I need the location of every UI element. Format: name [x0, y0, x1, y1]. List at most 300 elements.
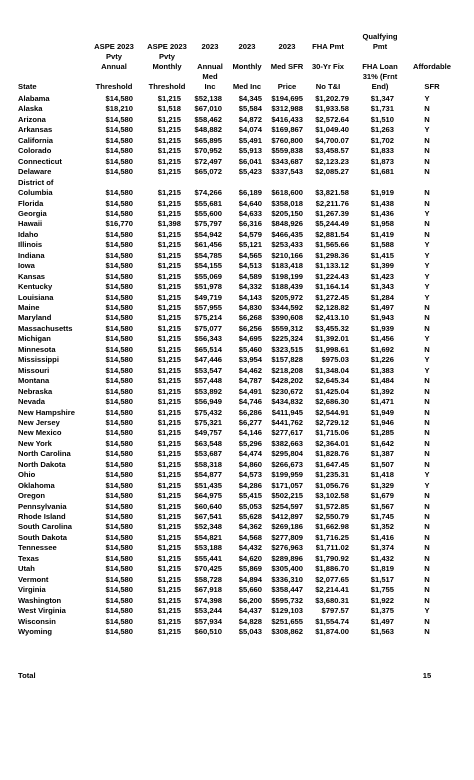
cell-monthly-inc: $6,268 [238, 313, 262, 323]
cell-qual-pmt: $1,352 [370, 522, 394, 532]
table-row [0, 595, 474, 606]
cell-fha-pmt: $2,211.76 [315, 198, 349, 208]
table-row [0, 198, 474, 209]
cell-aspe-monthly: $1,215 [157, 553, 181, 563]
cell-annual-inc: $52,138 [194, 94, 222, 103]
cell-aspe-monthly: $1,215 [157, 292, 181, 302]
cell-med-sfr: $336,310 [271, 574, 303, 584]
table-row [0, 365, 474, 376]
cell-annual-inc: $70,952 [194, 146, 222, 156]
cell-med-sfr: $295,804 [271, 449, 303, 459]
state-name: Utah [18, 564, 35, 574]
cell-aspe-annual: $14,580 [105, 271, 133, 281]
cell-med-sfr: $210,166 [271, 250, 303, 260]
cell-fha-pmt: $1,933.58 [315, 104, 349, 114]
cell-monthly-inc: $5,491 [238, 135, 262, 145]
table-row [0, 124, 474, 135]
table-row [0, 281, 474, 292]
cell-monthly-inc: $5,423 [238, 167, 262, 177]
table-row [0, 490, 474, 501]
state-name: North Carolina [18, 449, 71, 459]
cell-qual-pmt: $1,263 [370, 125, 394, 135]
cell-med-sfr: $559,312 [271, 323, 303, 333]
header-annual-med-inc: 2023 Annual Med Inc [197, 42, 223, 91]
cell-monthly-inc: $4,633 [238, 208, 262, 218]
state-name: Oklahoma [18, 480, 55, 490]
cell-monthly-inc: $6,189 [238, 188, 262, 198]
cell-annual-inc: $55,600 [194, 208, 222, 218]
cell-qual-pmt: $1,497 [370, 616, 394, 626]
cell-fha-pmt: $1,267.39 [315, 208, 349, 218]
cell-qual-pmt: $1,438 [370, 198, 394, 208]
cell-qual-pmt: $1,819 [370, 564, 394, 574]
cell-aspe-monthly: $1,215 [157, 532, 181, 542]
cell-aspe-monthly: $1,215 [157, 397, 181, 407]
cell-fha-pmt: $2,645.34 [315, 376, 349, 386]
cell-affordable-sfr: Y [424, 470, 430, 480]
cell-fha-pmt: $1,716.25 [315, 532, 349, 542]
cell-annual-inc: $75,797 [194, 219, 222, 229]
cell-qual-pmt: $1,943 [370, 313, 394, 323]
cell-fha-pmt: $2,077.65 [315, 574, 349, 584]
cell-annual-inc: $58,318 [194, 459, 222, 469]
cell-qual-pmt: $1,418 [370, 470, 394, 480]
cell-monthly-inc: $4,640 [238, 198, 262, 208]
cell-monthly-inc: $5,121 [238, 240, 262, 250]
cell-aspe-annual: $14,580 [105, 156, 133, 166]
cell-qual-pmt: $1,484 [370, 376, 394, 386]
cell-aspe-annual: $14,580 [105, 480, 133, 490]
cell-aspe-monthly: $1,215 [157, 323, 181, 333]
cell-monthly-inc: $4,362 [238, 522, 262, 532]
cell-qual-pmt: $1,392 [370, 386, 394, 396]
cell-affordable-sfr: N [424, 595, 430, 605]
cell-med-sfr: $254,597 [271, 501, 303, 511]
state-name: Rhode Island [18, 512, 66, 521]
cell-aspe-annual: $14,580 [105, 94, 133, 103]
cell-fha-pmt: $1,790.92 [315, 553, 349, 563]
cell-annual-inc: $63,548 [194, 438, 222, 448]
cell-annual-inc: $55,681 [194, 198, 222, 208]
cell-aspe-annual: $14,580 [105, 250, 133, 260]
cell-monthly-inc: $3,954 [238, 355, 262, 365]
cell-med-sfr: $502,215 [271, 491, 303, 501]
cell-aspe-monthly: $1,215 [157, 470, 181, 480]
cell-affordable-sfr: Y [424, 334, 430, 344]
cell-aspe-annual: $14,580 [105, 407, 133, 417]
cell-qual-pmt: $1,919 [370, 188, 394, 198]
cell-med-sfr: $277,617 [271, 428, 303, 438]
cell-monthly-inc: $5,415 [238, 491, 262, 501]
cell-monthly-inc: $4,860 [238, 459, 262, 469]
state-name: South Carolina [18, 522, 73, 532]
cell-aspe-annual: $14,580 [105, 323, 133, 333]
cell-affordable-sfr: N [424, 313, 430, 323]
cell-med-sfr: $289,896 [271, 553, 303, 563]
header-med-sfr-price: 2023 Med SFR Price [270, 42, 304, 91]
cell-aspe-annual: $14,580 [105, 616, 133, 626]
cell-annual-inc: $58,462 [194, 114, 222, 124]
cell-med-sfr: $276,963 [271, 543, 303, 553]
cell-med-sfr: $618,600 [271, 188, 303, 198]
cell-annual-inc: $57,934 [194, 616, 222, 626]
cell-aspe-annual: $14,580 [105, 553, 133, 563]
cell-annual-inc: $52,348 [194, 522, 222, 532]
cell-aspe-monthly: $1,215 [157, 522, 181, 532]
cell-qual-pmt: $1,946 [370, 417, 394, 427]
cell-qual-pmt: $1,423 [370, 271, 394, 281]
cell-aspe-annual: $14,580 [105, 125, 133, 135]
cell-aspe-monthly: $1,215 [157, 365, 181, 375]
cell-fha-pmt: $1,164.14 [315, 282, 349, 292]
state-name: Wisconsin [18, 616, 56, 626]
cell-annual-inc: $60,640 [194, 501, 222, 511]
cell-qual-pmt: $1,432 [370, 553, 394, 563]
cell-med-sfr: $390,608 [271, 313, 303, 323]
cell-fha-pmt: $2,729.12 [315, 417, 349, 427]
cell-aspe-annual: $14,580 [105, 491, 133, 501]
header-aspe-annual: ASPE 2023 Pvty Annual Threshold [94, 42, 134, 91]
cell-fha-pmt: $1,715.06 [315, 428, 349, 438]
cell-aspe-monthly: $1,398 [157, 219, 181, 229]
table-row [0, 323, 474, 334]
cell-monthly-inc: $4,620 [238, 553, 262, 563]
cell-med-sfr: $466,435 [271, 229, 303, 239]
cell-fha-pmt: $3,458.57 [315, 146, 349, 156]
cell-monthly-inc: $4,787 [238, 376, 262, 386]
state-name: Alabama [18, 94, 50, 103]
cell-monthly-inc: $4,437 [238, 606, 262, 616]
table-row [0, 344, 474, 355]
cell-affordable-sfr: N [424, 198, 430, 208]
cell-affordable-sfr: N [424, 167, 430, 177]
cell-aspe-monthly: $1,215 [157, 428, 181, 438]
state-name: Tennessee [18, 543, 57, 553]
table-row [0, 438, 474, 449]
cell-qual-pmt: $1,471 [370, 397, 394, 407]
cell-aspe-annual: $14,580 [105, 512, 133, 521]
table-row [0, 103, 474, 114]
state-name: New York [18, 438, 52, 448]
table-row [0, 354, 474, 365]
cell-monthly-inc: $4,746 [238, 397, 262, 407]
cell-aspe-annual: $14,580 [105, 626, 133, 636]
state-name: Minnesota [18, 344, 56, 354]
cell-affordable-sfr: N [424, 501, 430, 511]
table-row [0, 459, 474, 470]
state-name: Alaska [18, 104, 43, 114]
cell-fha-pmt: $797.57 [321, 606, 349, 616]
cell-annual-inc: $75,214 [194, 313, 222, 323]
cell-aspe-annual: $14,580 [105, 376, 133, 386]
cell-qual-pmt: $1,958 [370, 219, 394, 229]
cell-aspe-monthly: $1,215 [157, 595, 181, 605]
state-name: Iowa [18, 261, 35, 271]
cell-aspe-annual: $14,580 [105, 292, 133, 302]
cell-qual-pmt: $1,679 [370, 491, 394, 501]
state-name: Ohio [18, 470, 36, 480]
table-row [0, 511, 474, 522]
cell-affordable-sfr: N [424, 522, 430, 532]
cell-aspe-monthly: $1,215 [157, 491, 181, 501]
cell-qual-pmt: $1,755 [370, 585, 394, 595]
cell-fha-pmt: $2,544.91 [315, 407, 349, 417]
table-row [0, 480, 474, 491]
table-row [0, 156, 474, 167]
cell-aspe-monthly: $1,215 [157, 94, 181, 103]
cell-monthly-inc: $4,332 [238, 282, 262, 292]
cell-aspe-monthly: $1,215 [157, 198, 181, 208]
cell-monthly-inc: $4,565 [238, 250, 262, 260]
cell-annual-inc: $74,266 [194, 188, 222, 198]
cell-med-sfr: $382,663 [271, 438, 303, 448]
cell-affordable-sfr: N [424, 626, 430, 636]
table-row [0, 616, 474, 627]
cell-qual-pmt: $1,681 [370, 167, 394, 177]
cell-monthly-inc: $4,513 [238, 261, 262, 271]
table-row [0, 229, 474, 240]
table-row [0, 427, 474, 438]
cell-fha-pmt: $1,392.01 [315, 334, 349, 344]
cell-monthly-inc: $4,872 [238, 114, 262, 124]
cell-annual-inc: $55,069 [194, 271, 222, 281]
state-name: Massachusetts [18, 323, 73, 333]
cell-affordable-sfr: Y [424, 292, 430, 302]
state-name: Colorado [18, 146, 52, 156]
state-name: Kentucky [18, 282, 53, 292]
cell-fha-pmt: $2,550.79 [315, 512, 349, 521]
cell-fha-pmt: $4,700.07 [315, 135, 349, 145]
cell-aspe-annual: $14,580 [105, 344, 133, 354]
cell-annual-inc: $57,955 [194, 303, 222, 312]
cell-aspe-monthly: $1,215 [157, 208, 181, 218]
state-name: California [18, 135, 54, 145]
cell-aspe-annual: $14,580 [105, 428, 133, 438]
cell-aspe-monthly: $1,215 [157, 449, 181, 459]
header-aspe-monthly: ASPE 2023 Pvty Monthly Threshold [147, 42, 187, 91]
state-name: Delaware [18, 167, 52, 177]
cell-fha-pmt: $1,202.79 [315, 94, 349, 103]
cell-annual-inc: $75,077 [194, 323, 222, 333]
cell-fha-pmt: $2,214.41 [315, 585, 349, 595]
cell-affordable-sfr: N [424, 219, 430, 229]
cell-affordable-sfr: Y [424, 271, 430, 281]
table-row [0, 135, 474, 146]
cell-aspe-monthly: $1,215 [157, 480, 181, 490]
cell-fha-pmt: $1,056.76 [315, 480, 349, 490]
cell-annual-inc: $49,719 [194, 292, 222, 302]
cell-qual-pmt: $1,415 [370, 250, 394, 260]
cell-monthly-inc: $4,432 [238, 543, 262, 553]
cell-affordable-sfr: Y [424, 250, 430, 260]
cell-fha-pmt: $1,425.04 [315, 386, 349, 396]
cell-med-sfr: $225,324 [271, 334, 303, 344]
cell-aspe-annual: $14,580 [105, 574, 133, 584]
state-name: Virginia [18, 585, 46, 595]
state-name: Georgia [18, 208, 47, 218]
cell-affordable-sfr: N [424, 386, 430, 396]
cell-affordable-sfr: N [424, 344, 430, 354]
cell-fha-pmt: $1,049.40 [315, 125, 349, 135]
cell-annual-inc: $49,757 [194, 428, 222, 438]
cell-med-sfr: $157,828 [271, 355, 303, 365]
cell-affordable-sfr: N [424, 114, 430, 124]
cell-aspe-annual: $14,580 [105, 303, 133, 312]
cell-med-sfr: $434,832 [271, 397, 303, 407]
cell-qual-pmt: $1,510 [370, 114, 394, 124]
cell-med-sfr: $188,439 [271, 282, 303, 292]
cell-monthly-inc: $4,491 [238, 386, 262, 396]
cell-affordable-sfr: Y [424, 261, 430, 271]
cell-aspe-annual: $14,580 [105, 470, 133, 480]
cell-aspe-monthly: $1,215 [157, 564, 181, 574]
cell-aspe-annual: $14,580 [105, 532, 133, 542]
cell-monthly-inc: $4,894 [238, 574, 262, 584]
cell-monthly-inc: $5,913 [238, 146, 262, 156]
cell-affordable-sfr: Y [424, 365, 430, 375]
cell-monthly-inc: $5,460 [238, 344, 262, 354]
cell-affordable-sfr: N [424, 459, 430, 469]
cell-aspe-monthly: $1,215 [157, 334, 181, 344]
cell-monthly-inc: $6,041 [238, 156, 262, 166]
cell-affordable-sfr: N [424, 616, 430, 626]
cell-fha-pmt: $1,235.31 [315, 470, 349, 480]
cell-fha-pmt: $975.03 [321, 355, 349, 365]
table-row [0, 626, 474, 637]
cell-fha-pmt: $1,998.61 [315, 344, 349, 354]
cell-qual-pmt: $1,343 [370, 282, 394, 292]
table-row [0, 302, 474, 313]
state-name: Connecticut [18, 156, 62, 166]
cell-monthly-inc: $5,053 [238, 501, 262, 511]
cell-qual-pmt: $1,507 [370, 459, 394, 469]
cell-aspe-annual: $14,580 [105, 543, 133, 553]
table-row [0, 605, 474, 616]
cell-qual-pmt: $1,497 [370, 303, 394, 312]
cell-fha-pmt: $1,224.43 [315, 271, 349, 281]
cell-aspe-annual: $14,580 [105, 386, 133, 396]
cell-monthly-inc: $4,579 [238, 229, 262, 239]
cell-qual-pmt: $1,517 [370, 574, 394, 584]
cell-affordable-sfr: N [424, 585, 430, 595]
cell-med-sfr: $198,199 [271, 271, 303, 281]
state-name: Nebraska [18, 386, 53, 396]
cell-aspe-monthly: $1,215 [157, 376, 181, 386]
cell-med-sfr: $266,673 [271, 459, 303, 469]
table-row [0, 292, 474, 303]
cell-aspe-annual: $14,580 [105, 334, 133, 344]
cell-annual-inc: $53,547 [194, 365, 222, 375]
cell-aspe-annual: $18,210 [105, 104, 133, 114]
cell-qual-pmt: $1,563 [370, 626, 394, 636]
table-row [0, 187, 474, 198]
table-row [0, 166, 474, 177]
cell-aspe-monthly: $1,215 [157, 407, 181, 417]
cell-aspe-annual: $14,580 [105, 114, 133, 124]
cell-fha-pmt: $1,298.36 [315, 250, 349, 260]
state-name: Mississippi [18, 355, 59, 365]
cell-aspe-annual: $14,580 [105, 188, 133, 198]
cell-aspe-annual: $14,580 [105, 313, 133, 323]
cell-aspe-annual: $14,580 [105, 585, 133, 595]
table-row [0, 114, 474, 125]
cell-affordable-sfr: N [424, 438, 430, 448]
table-row [0, 553, 474, 564]
cell-qual-pmt: $1,745 [370, 512, 394, 521]
state-name: Hawaii [18, 219, 43, 229]
cell-annual-inc: $53,687 [194, 449, 222, 459]
cell-med-sfr: $205,150 [271, 208, 303, 218]
cell-med-sfr: $183,418 [271, 261, 303, 271]
table-row [0, 333, 474, 344]
table-row-state-continuation [0, 177, 474, 188]
cell-monthly-inc: $4,345 [238, 94, 262, 103]
cell-annual-inc: $75,432 [194, 407, 222, 417]
state-name: Texas [18, 553, 39, 563]
cell-med-sfr: $412,897 [271, 512, 303, 521]
cell-monthly-inc: $6,277 [238, 417, 262, 427]
header-monthly-med-inc: 2023 Monthly Med Inc [232, 42, 262, 91]
cell-qual-pmt: $1,399 [370, 261, 394, 271]
cell-affordable-sfr: N [424, 135, 430, 145]
cell-aspe-annual: $14,580 [105, 606, 133, 616]
cell-annual-inc: $75,321 [194, 417, 222, 427]
cell-aspe-monthly: $1,215 [157, 135, 181, 145]
cell-med-sfr: $428,202 [271, 376, 303, 386]
state-name: Florida [18, 198, 44, 208]
total-label: Total [18, 671, 36, 680]
cell-qual-pmt: $1,922 [370, 595, 394, 605]
cell-annual-inc: $57,448 [194, 376, 222, 386]
cell-med-sfr: $343,687 [271, 156, 303, 166]
cell-fha-pmt: $1,272.45 [315, 292, 349, 302]
cell-fha-pmt: $2,413.10 [315, 313, 349, 323]
table-row [0, 469, 474, 480]
cell-aspe-monthly: $1,215 [157, 229, 181, 239]
table-row [0, 396, 474, 407]
cell-annual-inc: $53,892 [194, 386, 222, 396]
cell-annual-inc: $65,514 [194, 344, 222, 354]
cell-aspe-monthly: $1,215 [157, 417, 181, 427]
cell-fha-pmt: $5,244.49 [315, 219, 349, 229]
header-state: State [18, 82, 37, 91]
cell-aspe-annual: $14,580 [105, 229, 133, 239]
cell-med-sfr: $595,732 [271, 595, 303, 605]
cell-aspe-monthly: $1,215 [157, 271, 181, 281]
cell-aspe-annual: $14,580 [105, 417, 133, 427]
cell-qual-pmt: $1,833 [370, 146, 394, 156]
cell-qual-pmt: $1,226 [370, 355, 394, 365]
cell-aspe-annual: $14,580 [105, 438, 133, 448]
table-row [0, 239, 474, 250]
state-name: Oregon [18, 491, 46, 501]
cell-med-sfr: $358,018 [271, 198, 303, 208]
cell-med-sfr: $358,447 [271, 585, 303, 595]
header-affordable-sfr: Affordable SFR [413, 62, 451, 91]
cell-affordable-sfr: N [424, 512, 430, 521]
cell-monthly-inc: $4,074 [238, 125, 262, 135]
cell-monthly-inc: $4,286 [238, 480, 262, 490]
cell-monthly-inc: $6,256 [238, 323, 262, 333]
cell-qual-pmt: $1,329 [370, 480, 394, 490]
cell-aspe-monthly: $1,215 [157, 574, 181, 584]
cell-aspe-monthly: $1,215 [157, 386, 181, 396]
cell-aspe-monthly: $1,215 [157, 250, 181, 260]
table-row [0, 312, 474, 323]
cell-aspe-annual: $14,580 [105, 208, 133, 218]
cell-qual-pmt: $1,284 [370, 292, 394, 302]
cell-monthly-inc: $4,573 [238, 470, 262, 480]
